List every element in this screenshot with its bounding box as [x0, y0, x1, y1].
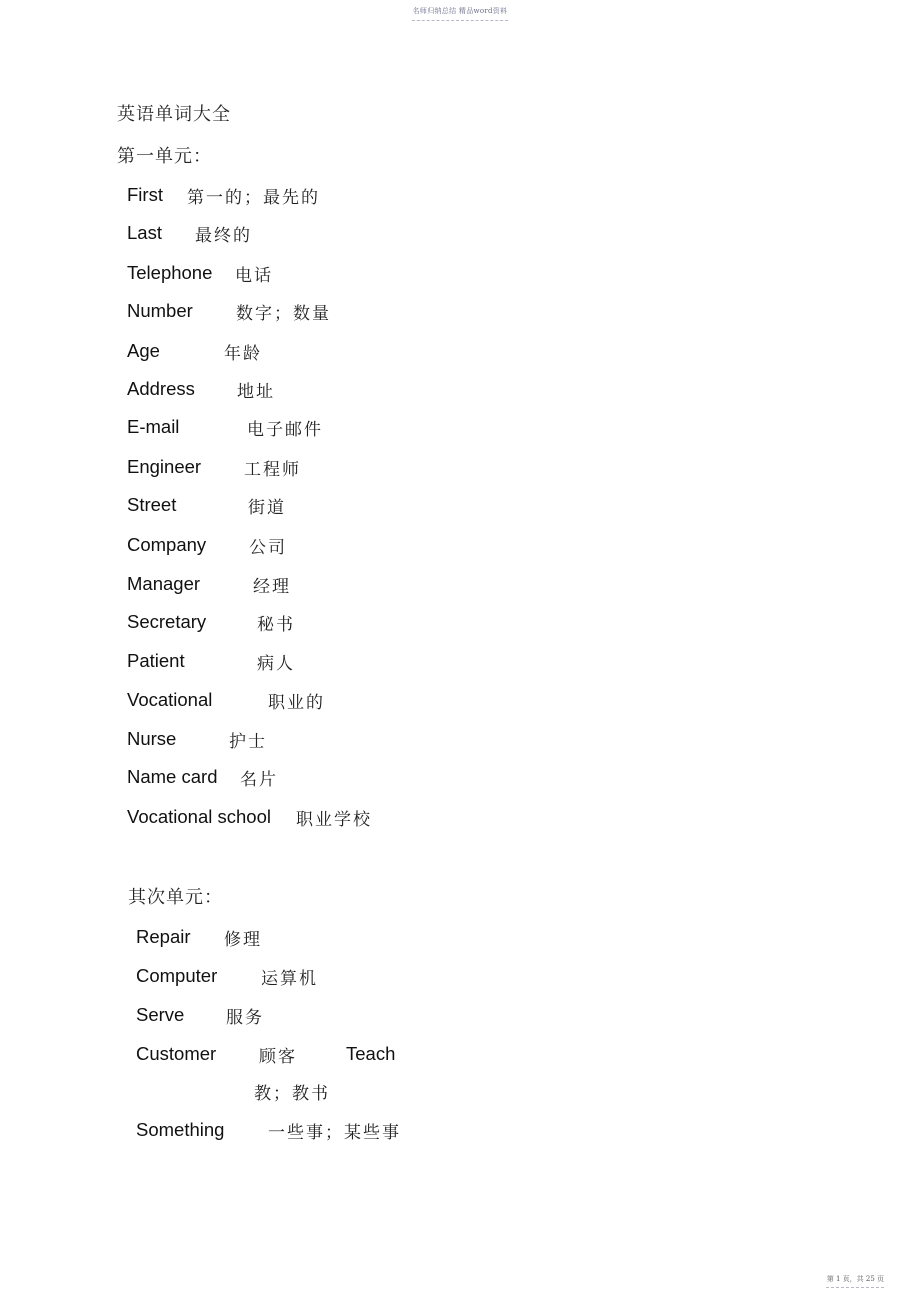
unit1-heading: 第一单元：: [117, 146, 212, 167]
vocab-chinese: 街道: [248, 498, 286, 518]
vocab-chinese: 秘书: [257, 615, 295, 635]
document-title: 英语单词大全: [117, 104, 231, 125]
vocab-chinese: 工程师: [244, 460, 301, 480]
vocab-chinese: 经理: [253, 577, 291, 597]
vocab-chinese: 电子邮件: [247, 420, 323, 440]
vocab-chinese: 职业学校: [296, 810, 372, 830]
vocab-chinese: 修理: [224, 930, 262, 950]
vocab-english: Telephone: [127, 262, 213, 283]
vocab-english: Computer: [136, 965, 218, 986]
vocab-chinese: 电话: [235, 266, 273, 286]
footer-divider: [826, 1287, 884, 1288]
vocab-english: Serve: [136, 1004, 185, 1025]
vocab-english: Repair: [136, 926, 191, 947]
vocab-chinese: 服务: [226, 1008, 264, 1028]
header-text: 名师归纳总结 精品word资料: [412, 7, 508, 15]
vocab-english: Number: [127, 300, 193, 321]
vocab-english: Name card: [127, 766, 218, 787]
vocab-chinese: 病人: [257, 654, 295, 674]
vocab-chinese: 顾客: [259, 1047, 297, 1067]
vocab-english: Vocational school: [127, 806, 271, 827]
vocab-chinese: 一些事；某些事: [268, 1123, 401, 1143]
vocab-english: Engineer: [127, 456, 202, 477]
vocab-chinese: 护士: [229, 732, 267, 752]
vocab-chinese: 名片: [240, 770, 278, 790]
vocab-english: Vocational: [127, 689, 213, 710]
vocab-english: Teach: [346, 1043, 396, 1064]
vocab-english: Last: [127, 222, 162, 243]
vocab-chinese: 教；教书: [254, 1084, 330, 1104]
unit2-heading: 其次单元：: [128, 887, 223, 908]
vocab-english: Secretary: [127, 611, 207, 632]
vocab-english: Patient: [127, 650, 185, 671]
vocab-chinese: 地址: [237, 382, 275, 402]
vocab-chinese: 年龄: [224, 344, 262, 364]
vocab-chinese: 最终的: [195, 226, 252, 246]
vocab-chinese: 职业的: [268, 693, 325, 713]
vocab-chinese: 第一的；最先的: [187, 188, 320, 208]
vocab-chinese: 运算机: [261, 969, 318, 989]
vocab-english: First: [127, 184, 163, 205]
vocab-english: Nurse: [127, 728, 177, 749]
vocab-chinese: 数字；数量: [236, 304, 331, 324]
vocab-english: Address: [127, 378, 195, 399]
page-footer: [826, 1274, 884, 1288]
vocab-english: Age: [127, 340, 160, 361]
vocab-english: Something: [136, 1119, 225, 1140]
vocab-chinese: 公司: [249, 538, 287, 558]
vocab-english: Manager: [127, 573, 201, 594]
page-header: [0, 6, 920, 21]
page-number: 第 1 页，共 25 页: [826, 1275, 884, 1283]
vocab-english: Customer: [136, 1043, 217, 1064]
vocab-english: E-mail: [127, 416, 180, 437]
vocab-english: Company: [127, 534, 207, 555]
vocab-english: Street: [127, 494, 177, 515]
header-divider: [412, 20, 508, 21]
